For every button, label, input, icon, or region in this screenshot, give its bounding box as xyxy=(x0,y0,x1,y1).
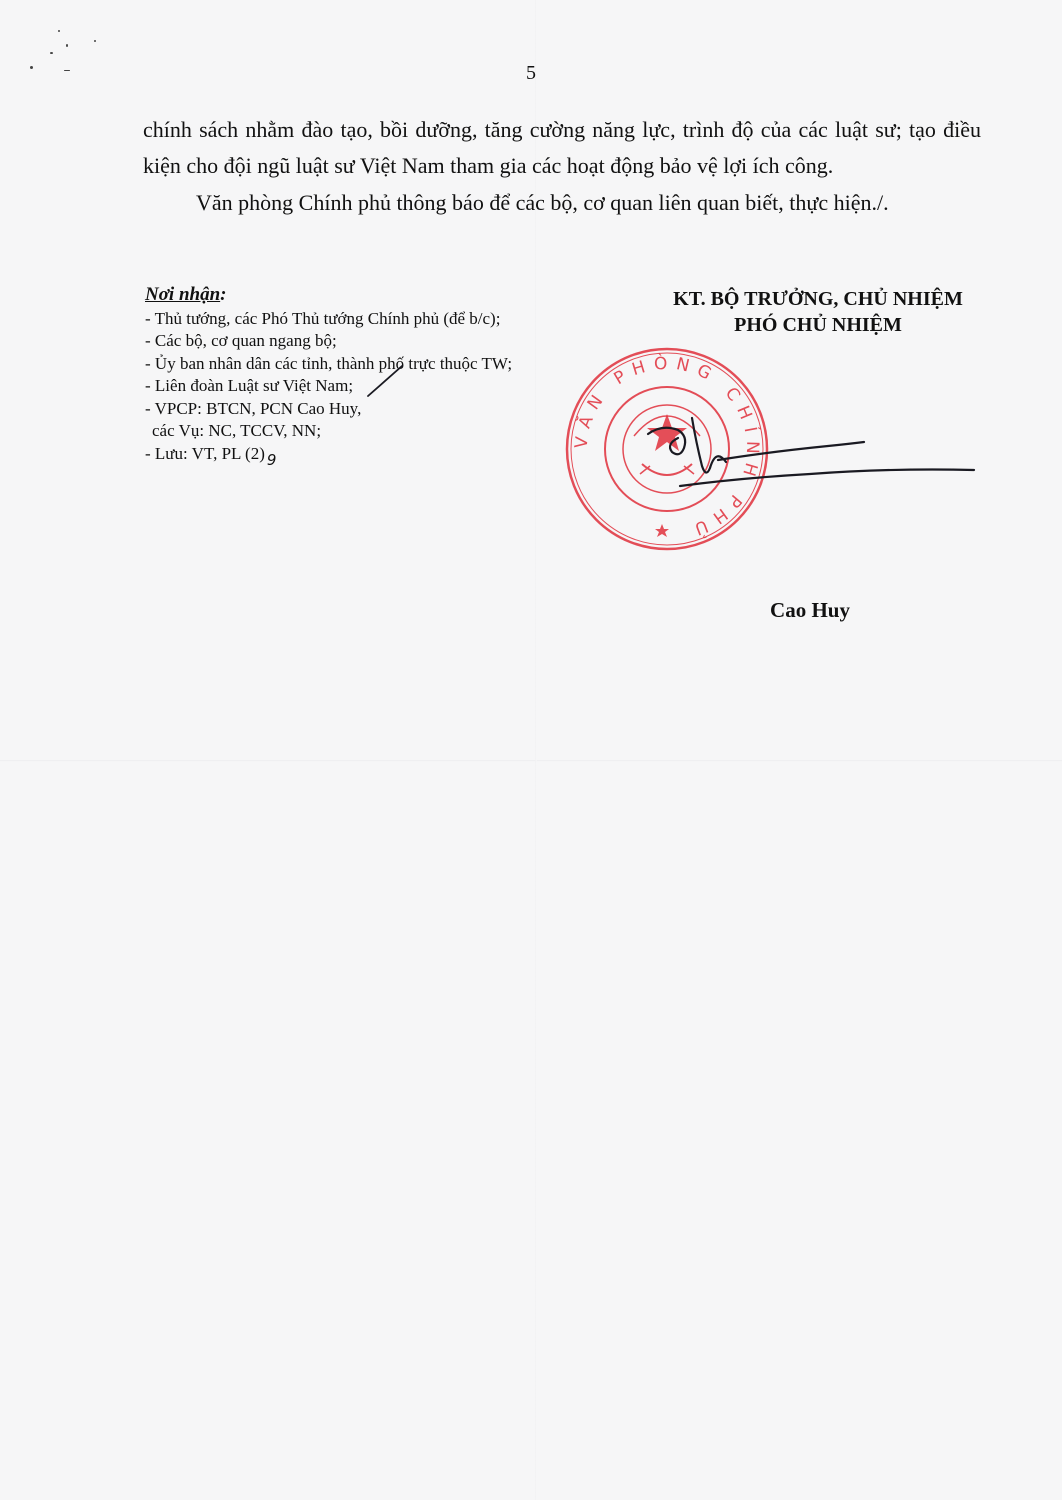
recipient-item: các Vụ: NC, TCCV, NN; xyxy=(152,421,322,440)
body-paragraph-continuation: chính sách nhằm đào tạo, bồi dưỡng, tăng cường năng lực, trình độ của các luật sư; tạo điều kiện cho đội ngũ luật sư Việt Nam tham gia các hoạt động bảo vệ lợi ích công. xyxy=(143,117,981,178)
body-text xyxy=(143,112,981,221)
recipient-item: - Lưu: VT, PL (2) 9 xyxy=(145,443,277,469)
handwritten-count: 9 xyxy=(266,450,277,469)
signature-title-block xyxy=(600,286,1036,338)
signature-title-line-1: KT. BỘ TRƯỞNG, CHỦ NHIỆM xyxy=(673,288,963,310)
scan-speck xyxy=(50,52,53,54)
recipient-item: - Các bộ, cơ quan ngang bộ; xyxy=(145,331,337,350)
scan-speck xyxy=(94,40,96,42)
recipient-item: - Thủ tướng, các Phó Thủ tướng Chính phủ (để b/c); xyxy=(145,308,501,328)
recipient-item: - Liên đoàn Luật sư Việt Nam; xyxy=(145,376,354,395)
handwritten-signature xyxy=(640,408,980,498)
recipient-item: - Ủy ban nhân dân các tỉnh, thành phố trực thuộc TW; xyxy=(145,353,513,373)
scan-speck xyxy=(58,30,60,32)
recipients-title: Nơi nhận: xyxy=(145,284,227,305)
signature-title-line-2: PHÓ CHỦ NHIỆM xyxy=(734,314,902,336)
signer-name: Cao Huy xyxy=(770,598,850,622)
seal-ring-text: VĂN PHÒNG CHÍNH PHỦ xyxy=(571,353,763,542)
scan-speck xyxy=(66,44,68,47)
paper-fold-horizontal xyxy=(0,760,1062,762)
page-number: 5 xyxy=(526,62,536,84)
body-paragraph-closing: Văn phòng Chính phủ thông báo để các bộ, cơ quan liên quan biết, thực hiện./. xyxy=(196,190,889,215)
handwritten-mark xyxy=(366,362,406,398)
paper-fold-vertical xyxy=(535,0,537,1500)
seal-small-star-icon xyxy=(655,524,669,537)
recipient-item: - VPCP: BTCN, PCN Cao Huy, xyxy=(145,398,362,418)
